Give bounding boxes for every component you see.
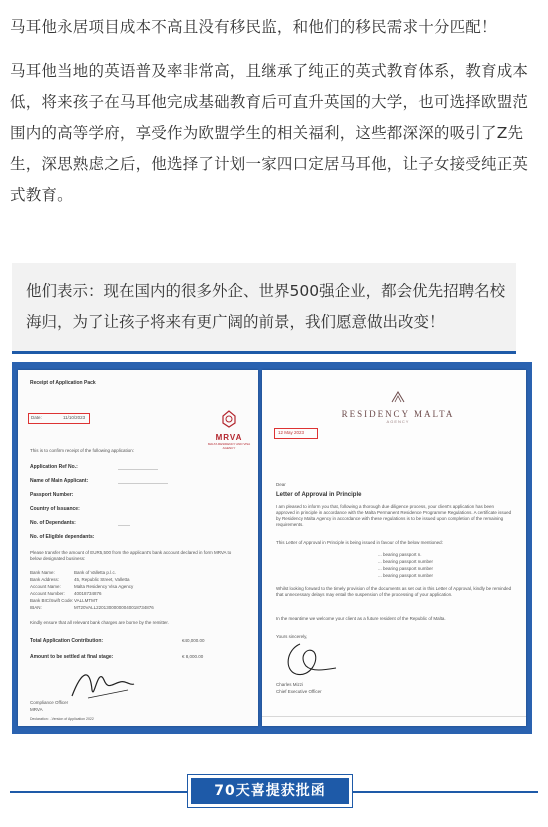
bank-value-3: 40018734876 [74, 591, 102, 596]
approval-letter-sheet [262, 370, 526, 726]
receipt-field-5: No. of Eligible dependants: [30, 534, 95, 540]
paragraph-education: 马耳他当地的英语普及率非常高，且继承了纯正的英式教育体系，教育成本低，将来孩子在马耳他完成基础教育后可直升英国的大学，也可选择欧盟范围内的高等学府，享受作为欧盟学生的相关福利，这些都深深的吸引了Z先生，深思熟虑之后，他选择了计划一家四口定居马耳他，让子女接受纯正英式教育。 [10, 62, 529, 204]
receipt-sheet [18, 370, 258, 726]
section-title: 70天喜提获批函 [191, 778, 349, 804]
approval-holder-1: ... bearing passport number [378, 559, 434, 564]
mrva-logo [204, 410, 254, 450]
receipt-field-2: Passport Number: [30, 492, 74, 498]
mrva-logo-text: MRVA [215, 433, 243, 442]
approval-date-value: 12 May 2023 [278, 430, 305, 435]
approval-closing: Yours sincerely, [276, 634, 308, 639]
bank-value-2: Malta Residency Visa Agency [74, 584, 134, 589]
approval-holder-3: ... bearing passport number [378, 573, 434, 578]
receipt-field-0: Application Ref No.: [30, 464, 78, 470]
bank-label-2: Account Name: [30, 584, 61, 589]
receipt-transfer-note: Please transfer the amount of EUR5,500 from the applicant's bank account declared in form MRVA to below designated business: [30, 550, 232, 561]
residency-malta-sub: AGENCY [386, 419, 410, 424]
bank-value-5: MT20VALL22013000000040018734876 [74, 605, 154, 610]
receipt-settle-label: Amount to be settled at final stage: [30, 654, 114, 660]
approval-body-1: I am pleased to inform you that, following a thorough due diligence process, your client's application has been approved in principle in accordance with the Malta Permanent Residence Programme Regulations. A certificate issued by Residency Malta Agency in accordance with these regulations is to be issued upon completion of the remaining requirements. [276, 504, 512, 527]
approval-date-box [274, 428, 318, 439]
section-title-bar [0, 776, 548, 806]
bank-value-4: VALLMTMT [74, 598, 98, 603]
residency-malta-logo [328, 390, 468, 424]
approval-title: Letter of Approval in Principle [276, 492, 362, 498]
approval-sign-role: Chief Executive Officer [276, 689, 322, 694]
quote-text: 他们表示：现在国内的很多外企、世界500强企业，都会优先招聘名校海归，为了让孩子将来有更广阔的前景，我们愿意做出改变！ [26, 282, 506, 331]
bank-label-4: Bank BIC/Swift Code: [30, 598, 74, 603]
approval-body-2: This Letter of Approval in Principle is being issued in favour of the below mentioned: [276, 540, 443, 545]
approval-holder-0: ... bearing passport n. [378, 552, 422, 557]
receipt-date-value: 11/10/2023 [63, 415, 86, 420]
bank-label-1: Bank Address: [30, 577, 60, 582]
residency-malta-text: RESIDENCY MALTA [341, 409, 455, 419]
bank-label-3: Account Number: [30, 591, 65, 596]
receipt-field-1: Name of Main Applicant: [30, 478, 89, 484]
receipt-sign-org: MRVA [30, 707, 43, 712]
bank-value-0: Bank of Valletta p.l.c. [74, 570, 116, 575]
approval-sign-name: Charles Mizzi [276, 682, 304, 687]
receipt-date-label: Date: [31, 415, 42, 420]
receipt-charges-note: Kindly ensure that all relevant bank charges are borne by the remitter. [30, 620, 169, 625]
receipt-title: Receipt of Application Pack [30, 380, 96, 386]
receipt-signature-icon [68, 660, 138, 704]
receipt-sign-role: Compliance Officer [30, 700, 69, 705]
receipt-intro: This is to confirm receipt of the following application: [30, 448, 135, 453]
receipt-total-label: Total Application Contribution: [30, 638, 104, 644]
mrva-emblem-icon [219, 410, 239, 428]
bank-value-1: 45, Republic Street, Valletta [74, 577, 130, 582]
bank-label-0: Bank Name: [30, 570, 55, 575]
approval-body-4: In the meantime we welcome your client as a future resident of the Republic of Malta. [276, 616, 446, 621]
approval-body-3: Whilst looking forward to the timely provision of the documents as set out in this Letter of Approval, kindly be reminded that unnecessary delays may entail the suspension of the processing of your application. [276, 586, 512, 597]
receipt-field-3: Country of Issuance: [30, 506, 80, 512]
receipt-total-value: €40,000.00 [182, 638, 205, 643]
quote-block [12, 263, 516, 354]
document-photo [12, 362, 532, 734]
residency-malta-emblem-icon [390, 390, 406, 404]
receipt-field-4: No. of Dependants: [30, 520, 76, 526]
receipt-footer: Declaration: ..Version of Application 2022 [30, 717, 94, 721]
bank-label-5: IBAN: [30, 605, 42, 610]
paragraph-intro: 马耳他永居项目成本不高且没有移民监，和他们的移民需求十分匹配！ [10, 18, 497, 36]
receipt-date-box [28, 413, 90, 424]
approval-greeting: Dear [276, 482, 286, 487]
mrva-logo-sub: MALTA RESIDENCY AND VISA AGENCY [207, 442, 251, 450]
approval-holder-2: ... bearing passport number [378, 566, 434, 571]
receipt-settle-value: € 8,000.00 [182, 654, 204, 659]
approval-signature-icon [280, 640, 340, 680]
